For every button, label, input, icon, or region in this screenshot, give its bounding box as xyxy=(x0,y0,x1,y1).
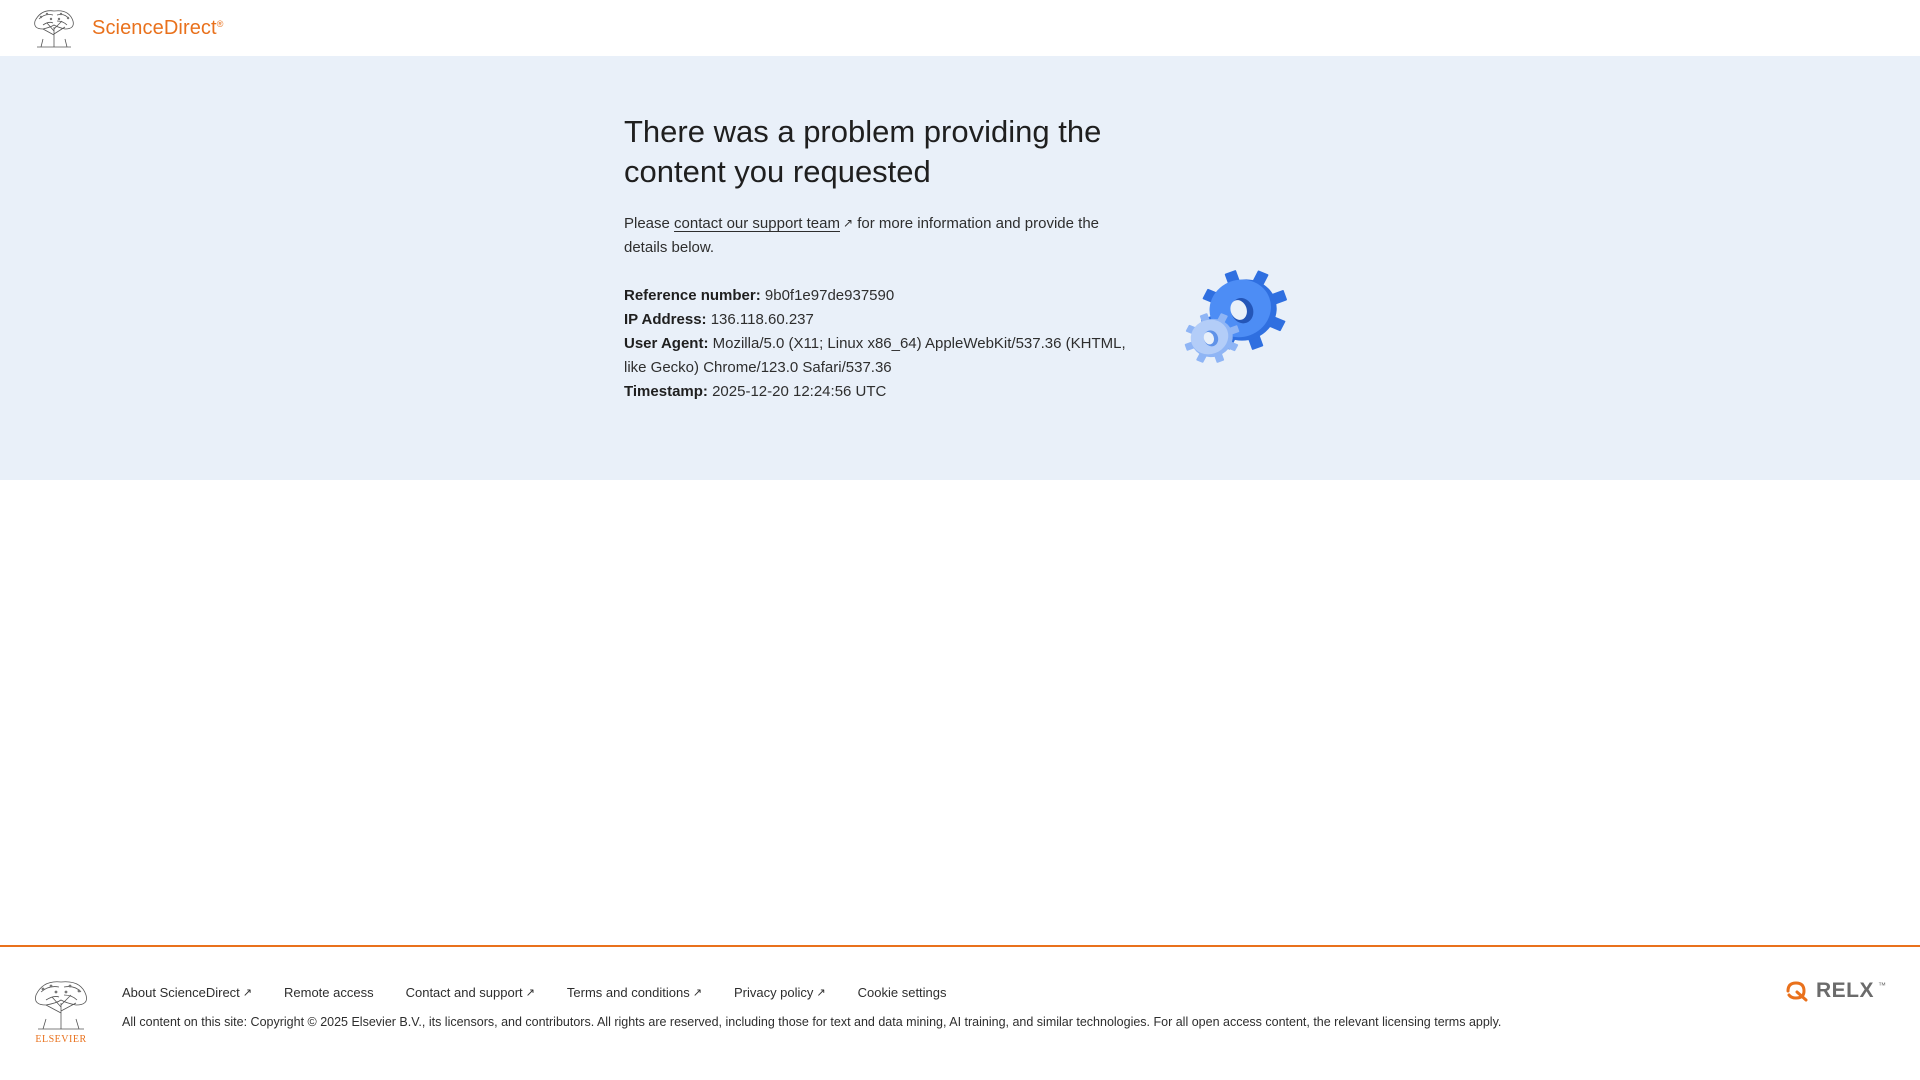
footer-link-label: About ScienceDirect xyxy=(122,985,240,1000)
elsevier-logo[interactable] xyxy=(30,977,92,1045)
gear-icon xyxy=(1178,256,1298,376)
ip-address-row xyxy=(624,308,1144,332)
contact-support-link[interactable] xyxy=(674,215,840,232)
footer-link-terms[interactable] xyxy=(567,985,702,1000)
copyright-notice: All content on this site: Copyright © 2025 Elsevier B.V., its licensors, and contributors. All rights are reserved, including those for text and data mining, AI training, and similar technologies. For all open access content, the relevant licensing terms apply. xyxy=(122,1015,1502,1029)
error-content xyxy=(624,112,1144,404)
reference-number-row xyxy=(624,284,1144,308)
footer-link-privacy[interactable] xyxy=(734,985,826,1000)
footer-link-about[interactable] xyxy=(122,985,252,1000)
detail-label: User Agent: xyxy=(624,335,709,352)
site-header xyxy=(0,0,1920,56)
timestamp-row xyxy=(624,380,1144,404)
sciencedirect-logo-link[interactable] xyxy=(92,17,223,40)
external-link-icon: ↗ xyxy=(692,987,702,999)
footer-link-label: Privacy policy xyxy=(733,985,814,1000)
message-prefix: Please xyxy=(624,215,670,232)
user-agent-row xyxy=(624,332,1144,380)
relx-wordmark: RELX xyxy=(1815,979,1874,1002)
message-suffix: for more information and provide the details below. xyxy=(624,215,1100,256)
detail-label: Timestamp: xyxy=(624,383,708,400)
error-panel xyxy=(0,56,1920,480)
brand-registered-mark: ® xyxy=(216,19,224,29)
external-link-icon: ↗ xyxy=(242,987,252,999)
brand-name: ScienceDirect xyxy=(92,17,217,39)
external-link-icon: ↗ xyxy=(525,987,535,999)
footer-links xyxy=(122,985,947,1000)
error-message xyxy=(624,212,1144,260)
footer-link-label: Cookie settings xyxy=(857,985,947,1000)
user-agent-value: Mozilla/5.0 (X11; Linux x86_64) AppleWebKit/537.36 (KHTML, like Gecko) Chrome/123.0 Safari/537.36 xyxy=(624,335,1126,376)
external-link-icon: ↗ xyxy=(842,216,854,230)
footer-link-label: Contact and support xyxy=(405,985,523,1000)
error-details xyxy=(624,284,1144,404)
contact-support-link-label: contact our support team xyxy=(674,215,840,232)
footer-link-contact-support[interactable] xyxy=(406,985,535,1000)
relx-swoosh-icon xyxy=(1784,980,1812,1002)
error-title: There was a problem providing the content you requested xyxy=(624,114,1102,189)
timestamp-value: 2025-12-20 12:24:56 UTC xyxy=(712,383,887,400)
site-footer xyxy=(0,945,1920,1080)
elsevier-tree-logo[interactable] xyxy=(31,7,77,49)
elsevier-wordmark: ELSEVIER xyxy=(35,1034,87,1045)
relx-logo-link[interactable] xyxy=(1784,979,1886,1003)
external-link-icon: ↗ xyxy=(816,987,826,999)
footer-link-label: Terms and conditions xyxy=(566,985,690,1000)
footer-link-remote-access[interactable] xyxy=(284,985,374,1000)
footer-link-cookie-settings[interactable] xyxy=(858,985,947,1000)
ip-address-value: 136.118.60.237 xyxy=(710,311,814,328)
detail-label: Reference number: xyxy=(624,287,761,304)
footer-link-label: Remote access xyxy=(284,985,374,1000)
detail-label: IP Address: xyxy=(624,311,707,328)
reference-number-value: 9b0f1e97de937590 xyxy=(764,287,895,304)
relx-trademark: ™ xyxy=(1878,981,1886,990)
